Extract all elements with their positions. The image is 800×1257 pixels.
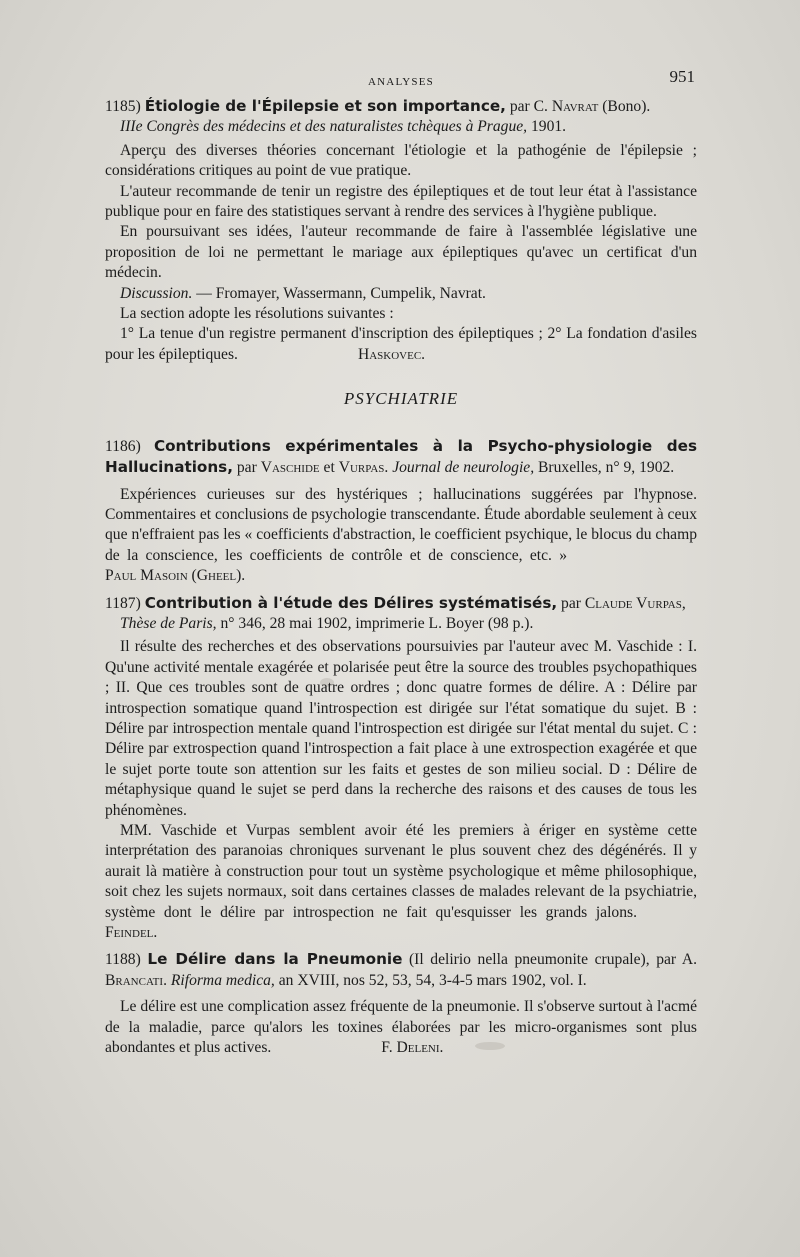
entry-number: 1185) (105, 98, 141, 115)
author-name: Navrat (551, 98, 599, 115)
entry-heading: 1188) Le Délire dans la Pneumonie (Il delirio nella pneumonite crupale), par A. Brancati. Riforma medica, an XVIII, nos 52, 53, 54, 3-4-5 mars 1902, vol. I. (105, 950, 697, 989)
author-name: Claude Vurpas (584, 594, 682, 612)
abstract-1185 (105, 96, 697, 365)
reviewer-signature: F. Deleni. (381, 1039, 444, 1057)
entry-title: Contribution à l'étude des Délires systématisés, (144, 593, 558, 612)
section-heading: PSYCHIATRIE (343, 389, 459, 409)
entry-source: Journal de neurologie, (392, 459, 535, 477)
abstract-1187 (105, 593, 697, 944)
abstract-1188 (105, 949, 697, 1058)
discussion-line: Discussion. — Fromayer, Wassermann, Cumpelik, Navrat. (120, 284, 486, 302)
resolution-intro: La section adopte les résolutions suivantes : (120, 305, 394, 323)
running-title: ANALYSES (368, 76, 434, 88)
entry-title: Contributions expérimentales à la Psycho-physiologie des Hallucinations, (105, 436, 697, 477)
entry-source: Thèse de Paris, n° 346, 28 mai 1902, imprimerie L. Boyer (98 p.). (120, 614, 534, 632)
entry-number: 1188) (105, 951, 141, 969)
entry-number: 1187) (105, 594, 141, 612)
entry-title: Étiologie de l'Épilepsie et son importance, (144, 97, 506, 115)
abstract-paragraph: MM. Vaschide et Vurpas semblent avoir été les premiers à ériger en système cette interprétation des paranoias chroniques survenant le plus souvent chez des dégénérés. Il y aurait là matière à construction pour tout un système psychologique et même philosophique, soit chez les sujets normaux, soit dans certaines classes de malades relevant de la psychiatrie, système dont le délire par introspection ne fait qu'esquisser les grands jalons.Feindel. (105, 822, 697, 942)
entry-heading: 1187) Contribution à l'étude des Délires systématisés, par Claude Vurpas, (105, 593, 686, 612)
reviewer-signature: Paul Masoin (Gheel). (105, 567, 246, 585)
entry-number: 1186) (105, 437, 141, 455)
author-name: Brancati (105, 971, 164, 989)
author-name: Vurpas (338, 459, 385, 477)
abstract-1186 (105, 436, 697, 587)
page-number: 951 (669, 67, 695, 86)
reviewer-signature: Haskovec. (357, 345, 426, 363)
entry-title: Le Délire dans la Pneumonie (147, 950, 403, 969)
abstract-paragraph: Le délire est une complication assez fréquente de la pneumonie. Il s'observe surtout à l'acmé de la maladie, parce qu'alors les toxines élaborées par les micro-organismes sont plus abondantes et plus actives. F. Deleni. (105, 998, 697, 1057)
abstract-paragraph: Il résulte des recherches et des observations poursuivies par l'auteur avec M. Vaschide : I. Qu'une activité mentale exagérée et polarisée peut être la source des troubles psychopathiques ; II. Que ces troubles sont de quatre ordres ; donc quatre formes de délire. A : Délire par introspection somatique quand l'introspection est dirigée sur l'état somatique du sujet. B : Délire par introspection mentale quand l'introspection est dirigée sur l'état mental du sujet. C : Délire par extrospection quand l'introspection a fait place à une extrospection exagérée et que le sujet porte toute son attention sur les faits et gestes de son milieu social. D : Délire de métaphysique quand le sujet se perd dans la recherche des raisons et des causes de tous les phénomènes. (105, 638, 697, 819)
entry-heading: 1185) Étiologie de l'Épilepsie et son importance, par C. Navrat (Bono). (105, 97, 651, 115)
resolution-text: 1° La tenue d'un registre permanent d'inscription des épileptiques ; 2° La fondation d'asiles pour les épileptiques. Haskovec. (105, 325, 697, 363)
entry-source: Riforma medica, (170, 971, 275, 989)
abstract-paragraph: Aperçu des diverses théories concernant l'étiologie et la pathogénie de l'épilepsie ; considérations critiques au point de vue pratique. (105, 141, 697, 180)
abstract-paragraph: L'auteur recommande de tenir un registre des épileptiques et de tout leur état à l'assistance publique pour en faire des statistiques servant à rendre des services à l'hygiène publique. (105, 182, 697, 221)
abstract-paragraph: En poursuivant ses idées, l'auteur recommande de faire à l'assemblée législative une proposition de loi ne permettant le mariage aux épileptiques qu'avec un certificat d'un médecin. (105, 223, 697, 282)
reviewer-signature: Feindel. (105, 924, 158, 942)
running-header (105, 64, 697, 96)
abstract-paragraph: Expériences curieuses sur des hystériques ; hallucinations suggérées par l'hypnose. Commentaires et conclusions de psychologie transcendante. Étude abordable seulement à ceux que n'effraient pas les « coefficients d'abstraction, le coefficient psychique, le blocus du champ de la conscience, les coefficients de contrôle et de conscience, etc. »Paul Masoin (Gheel). (105, 485, 697, 585)
text-column (105, 64, 697, 1058)
entry-source: IIIe Congrès des médecins et des naturalistes tchèques à Prague, 1901. (120, 118, 567, 136)
entry-heading: 1186) Contributions expérimentales à la Psycho-physiologie des Hallucinations, par Vaschide et Vurpas. Journal de neurologie, Bruxelles, n° 9, 1902. (105, 436, 697, 477)
author-name: Vaschide (260, 459, 320, 477)
